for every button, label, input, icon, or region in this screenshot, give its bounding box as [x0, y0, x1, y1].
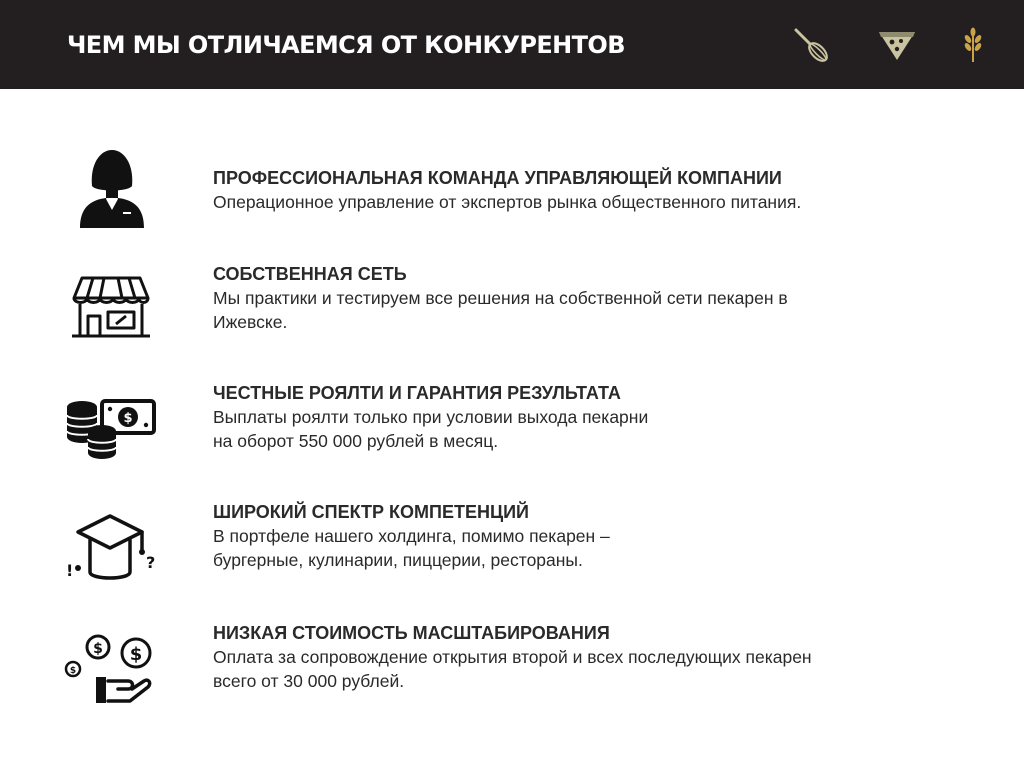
- svg-text:!: !: [66, 561, 74, 580]
- page-title: ЧЕМ МЫ ОТЛИЧАЕМСЯ ОТ КОНКУРЕНТОВ: [67, 31, 625, 59]
- item-description: Мы практики и тестируем все решения на собственной сети пекарен в Ижевске.: [213, 288, 788, 332]
- item-description: Выплаты роялти только при условии выхода пекарни на оборот 550 000 рублей в месяц.: [213, 407, 649, 451]
- whisk-icon: [790, 24, 832, 66]
- svg-text:$: $: [69, 666, 77, 676]
- item-title: ЧЕСТНЫЕ РОЯЛТИ И ГАРАНТИЯ РЕЗУЛЬТАТА: [213, 383, 621, 403]
- item-title: ПРОФЕССИОНАЛЬНАЯ КОМАНДА УПРАВЛЯЮЩЕЙ КОМПАНИИ: [213, 168, 782, 188]
- coins-banknote-icon: [60, 375, 160, 465]
- hand-coins-icon: [60, 625, 160, 715]
- item-description: Оплата за сопровождение открытия второй и всех последующих пекарен всего от 30 000 рублей.: [213, 647, 812, 691]
- item-title: ШИРОКИЙ СПЕКТР КОМПЕТЕНЦИЙ: [213, 502, 529, 522]
- header-bar: [0, 0, 1024, 89]
- svg-text:$: $: [129, 644, 143, 665]
- svg-text:$: $: [123, 411, 133, 426]
- svg-text:?: ?: [146, 553, 156, 572]
- graduation-cap-icon: [60, 504, 160, 594]
- pizza-slice-icon: [876, 24, 918, 66]
- item-description: Операционное управление от экспертов рынка общественного питания.: [213, 192, 802, 212]
- wheat-icon: [952, 24, 994, 66]
- item-description: В портфеле нашего холдинга, помимо пекарен – бургерные, кулинарии, пиццерии, рестораны.: [213, 526, 610, 570]
- item-title: НИЗКАЯ СТОИМОСТЬ МАСШТАБИРОВАНИЯ: [213, 623, 610, 643]
- svg-text:$: $: [93, 641, 103, 657]
- storefront-icon: [60, 264, 160, 354]
- item-title: СОБСТВЕННАЯ СЕТЬ: [213, 264, 407, 284]
- businesswoman-icon: [60, 146, 160, 236]
